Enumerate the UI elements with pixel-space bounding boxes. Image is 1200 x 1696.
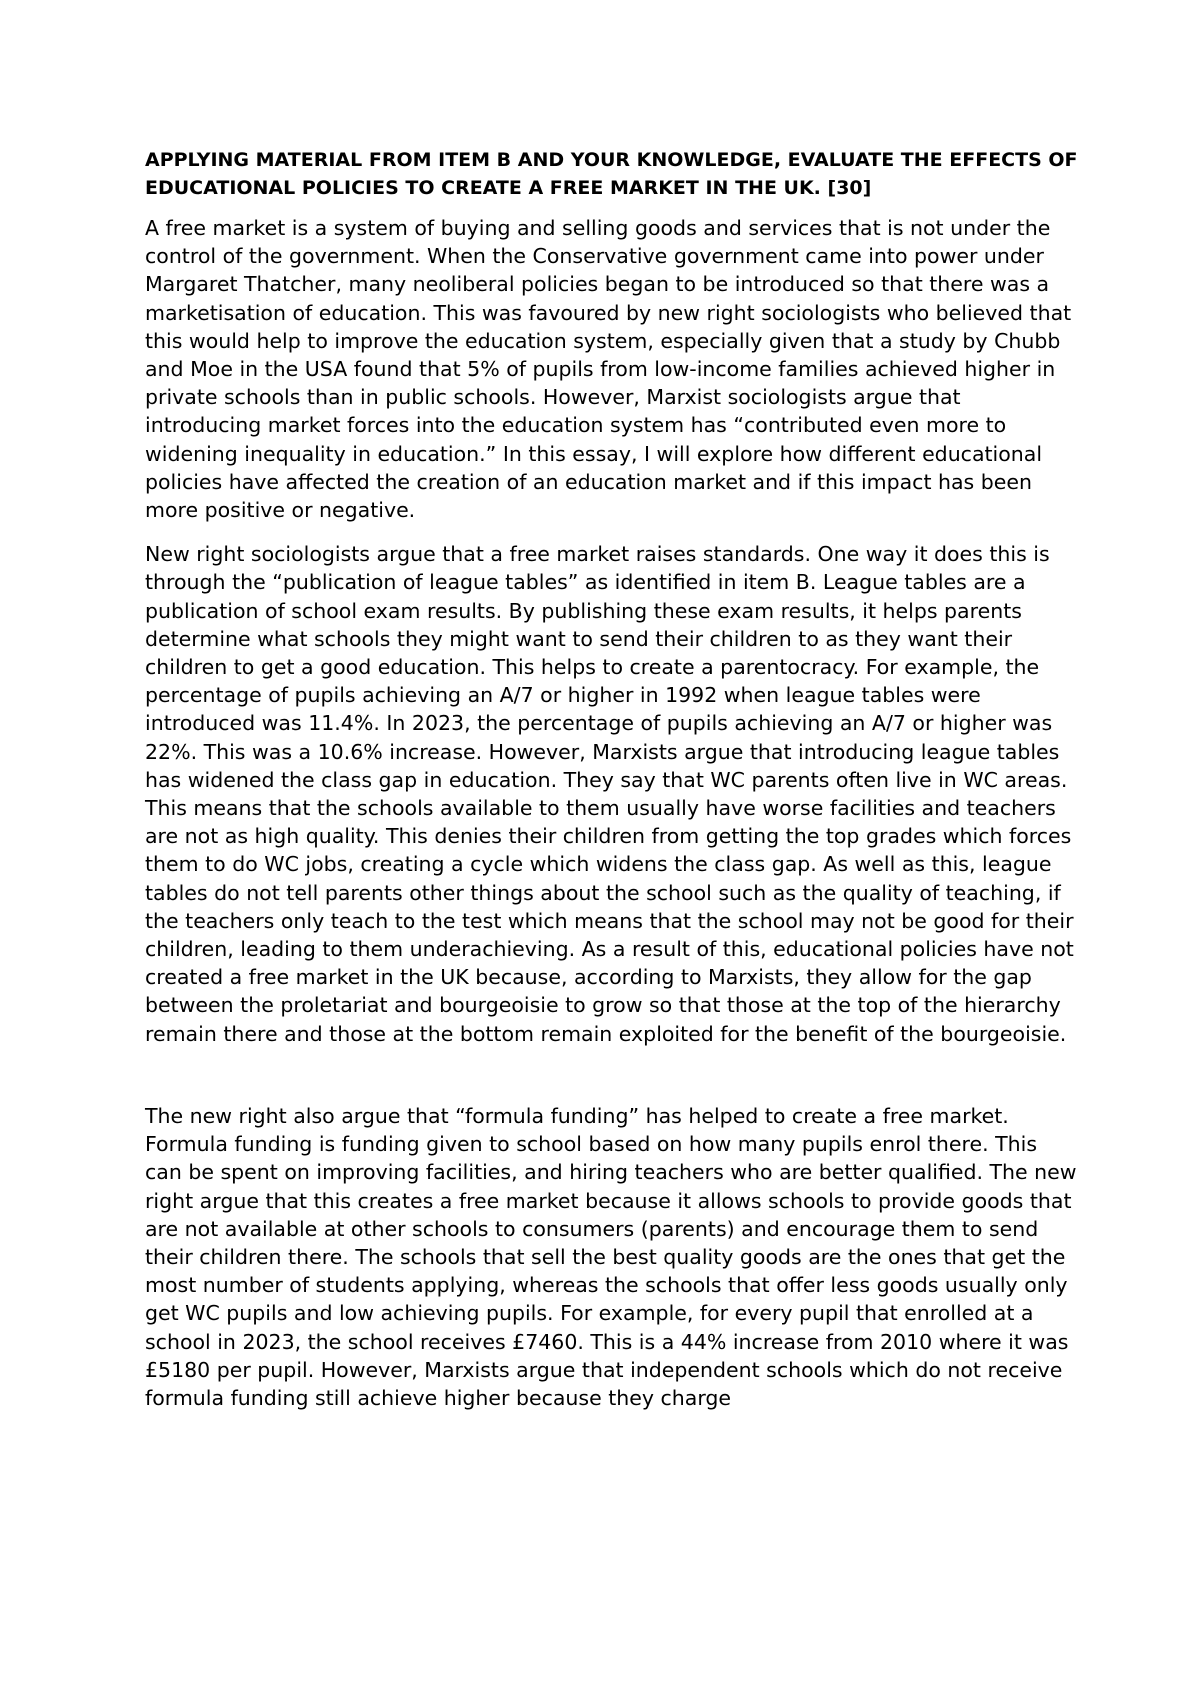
paragraph-formula-funding: The new right also argue that “formula funding” has helped to create a free market. Formula funding is funding given to school based on how many pupils enrol there. This can be spent on improving facilities, and hiring teachers who are better qualified. The new right argue that this creates a free market because it allows schools to provide goods that are not available at other schools to consumers (parents) and encourage them to send their children there. The schools that sell the best quality goods are the ones that get the most number of students applying, whereas the schools that offer less goods usually only get WC pupils and low achieving pupils. For example, for every pupil that enrolled at a school in 2023, the school receives £7460. This is a 44% increase from 2010 where it was £5180 per pupil. However, Marxists argue that independent schools which do not receive formula funding still achieve higher because they charge xyxy=(145,1103,1077,1410)
essay-question-heading: APPLYING MATERIAL FROM ITEM B AND YOUR KNOWLEDGE, EVALUATE THE EFFECTS OF EDUCATIONAL POLICIES TO CREATE A FREE MARKET IN THE UK. [30] xyxy=(145,149,1078,199)
document-body xyxy=(145,146,1080,1428)
paragraph-introduction: A free market is a system of buying and selling goods and services that is not under the control of the government. When the Conservative government came into power under Margaret Thatcher, many neoliberal policies began to be introduced so that there was a marketisation of education. This was favoured by new right sociologists who believed that this would help to improve the education system, especially given that a study by Chubb and Moe in the USA found that 5% of pupils from low-income families achieved higher in private schools than in public schools. However, Marxist sociologists argue that introducing market forces into the education system has “contributed even more to widening inequality in education.” In this essay, I will explore how different educational policies have affected the creation of an education market and if this impact has been more positive or negative. xyxy=(145,216,1072,523)
blank-line xyxy=(145,1064,1080,1102)
paragraph-league-tables: New right sociologists argue that a free market raises standards. One way it does this is through the “publication of league tables” as identified in item B. League tables are a publication of school exam results. By publishing these exam results, it helps parents determine what schools they might want to send their children to as they want their children to get a good education. This helps to create a parentocracy. For example, the percentage of pupils achieving an A/7 or higher in 1992 when league tables were introduced was 11.4%. In 2023, the percentage of pupils achieving an A/7 or higher was 22%. This was a 10.6% increase. However, Marxists argue that introducing league tables has widened the class gap in education. They say that WC parents often live in WC areas. This means that the schools available to them usually have worse facilities and teachers are not as high quality. This denies their children from getting the top grades which forces them to do WC jobs, creating a cycle which widens the class gap. As well as this, league tables do not tell parents other things about the school such as the quality of teaching, if the teachers only teach to the test which means that the school may not be good for their children, leading to them underachieving. As a result of this, educational policies have not created a free market in the UK because, according to Marxists, they allow for the gap between the proletariat and bourgeoisie to grow so that those at the top of the hierarchy remain there and those at the bottom remain exploited for the benefit of the bourgeoisie. xyxy=(145,542,1074,1046)
